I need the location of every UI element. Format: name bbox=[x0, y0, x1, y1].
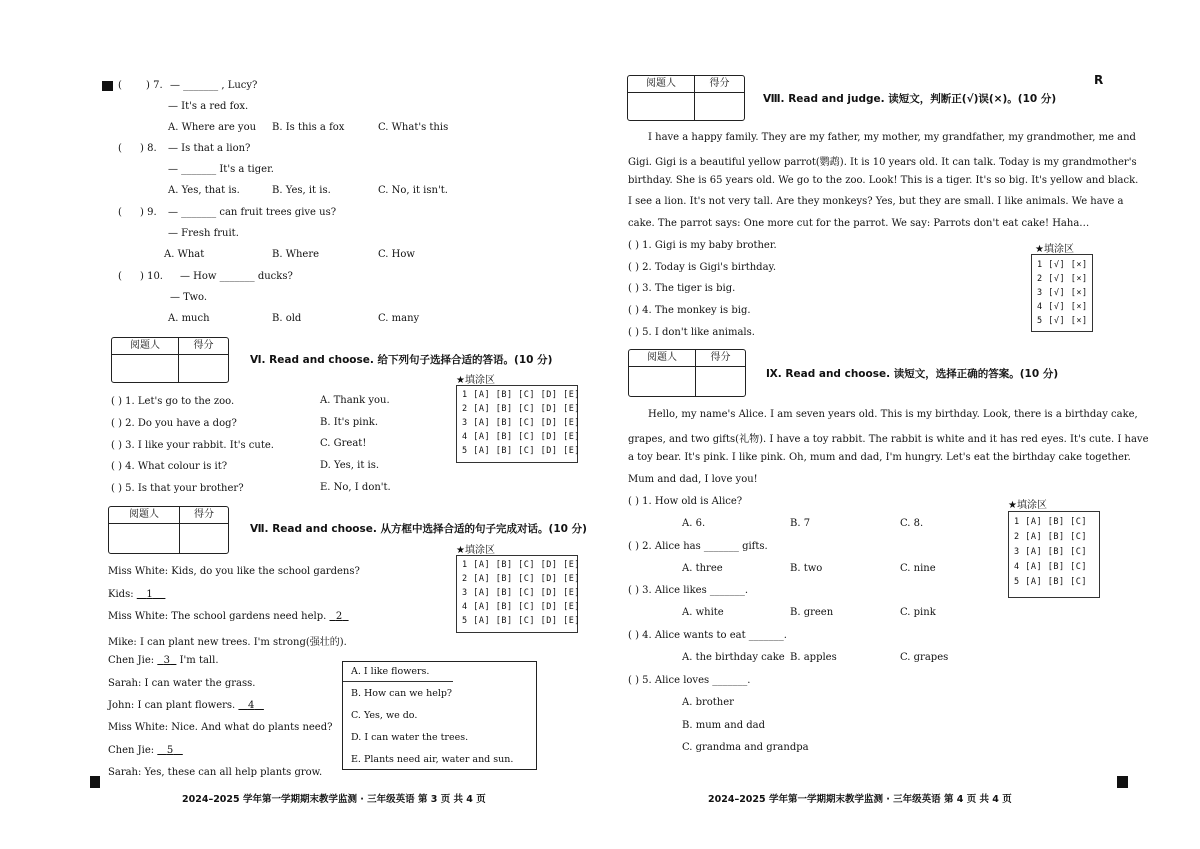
score-box-section-7 bbox=[108, 506, 229, 554]
question-response: — _______ It's a tiger. bbox=[168, 164, 274, 175]
answer-blank[interactable] bbox=[329, 611, 348, 622]
divider bbox=[695, 350, 696, 396]
blank-number: 2 bbox=[335, 611, 343, 622]
dialogue-text: Miss White: Nice. And what do plants need? bbox=[108, 722, 333, 733]
option-b: B. It's pink. bbox=[320, 417, 379, 428]
option-b: B. green bbox=[790, 607, 834, 618]
dialogue-line bbox=[108, 767, 322, 778]
option-c: C. 8. bbox=[900, 518, 924, 529]
option-a: A. Where are you bbox=[168, 122, 257, 133]
passage-line: I see a lion. It's not very tall. Are they monkeys? Yes, but they are small. I like animals. We have a bbox=[628, 196, 1124, 207]
section-9-title: Ⅸ. Read and choose. 读短文，选择正确的答案。(10 分) bbox=[766, 368, 1059, 380]
fill-zone-row[interactable]: 1 [A] [B] [C] [D] [E] bbox=[462, 560, 580, 570]
question-stem: — How _______ ducks? bbox=[180, 271, 293, 282]
box-option-c: C. Yes, we do. bbox=[351, 710, 418, 721]
fill-zone-row[interactable]: 5 [A] [B] [C] bbox=[1014, 577, 1088, 587]
section-7-option-box bbox=[342, 661, 537, 770]
divider bbox=[628, 92, 744, 93]
fill-zone-title: ★填涂区 bbox=[456, 545, 495, 556]
question-1: ( ) 1. Let's go to the zoo. bbox=[111, 396, 235, 407]
option-b: B. 7 bbox=[790, 518, 811, 529]
divider bbox=[629, 366, 745, 367]
option-a: A. 6. bbox=[682, 518, 706, 529]
fill-zone-row[interactable]: 3 [√] [×] bbox=[1037, 288, 1088, 298]
dialogue-text: Miss White: Kids, do you like the school gardens? bbox=[108, 566, 360, 577]
page-footer-right: 2024–2025 学年第一学期期末教学监测 · 三年级英语 第 4 页 共 4 页 bbox=[708, 794, 1012, 805]
fill-zone-row[interactable]: 5 [A] [B] [C] [D] [E] bbox=[462, 616, 580, 626]
page-footer-left: 2024–2025 学年第一学期期末教学监测 · 三年级英语 第 3 页 共 4 页 bbox=[182, 794, 486, 805]
question-response: — It's a red fox. bbox=[168, 101, 249, 112]
question-3: ( ) 3. Alice likes _______. bbox=[628, 585, 749, 596]
answer-paren: ( bbox=[118, 271, 122, 282]
fill-zone-row[interactable]: 4 [√] [×] bbox=[1037, 302, 1088, 312]
question-3: ( ) 3. The tiger is big. bbox=[628, 283, 736, 294]
answer-blank[interactable] bbox=[157, 745, 182, 756]
registration-mark-top-left bbox=[102, 81, 113, 91]
fill-zone-title: ★填涂区 bbox=[456, 375, 495, 386]
reviewer-label: 阅题人 bbox=[646, 78, 676, 89]
option-divider bbox=[343, 681, 453, 682]
option-b: B. Yes, it is. bbox=[272, 185, 331, 196]
answer-blank[interactable] bbox=[137, 589, 166, 600]
dialogue-line bbox=[108, 633, 347, 648]
answer-fill-zone-section-7 bbox=[456, 545, 580, 633]
answer-blank[interactable] bbox=[238, 700, 263, 711]
option-b: B. two bbox=[790, 563, 823, 574]
dialogue-line bbox=[108, 611, 349, 622]
dialogue-line bbox=[108, 745, 183, 756]
dialogue-text: Chen Jie: bbox=[108, 745, 155, 756]
box-option-b: B. How can we help? bbox=[351, 688, 453, 699]
blank-number: 3 bbox=[163, 655, 171, 666]
option-c: C. grandma and grandpa bbox=[682, 742, 809, 753]
fill-zone-row[interactable]: 5 [√] [×] bbox=[1037, 316, 1088, 326]
option-c: C. Great! bbox=[320, 438, 367, 449]
question-stem: — _______ can fruit trees give us? bbox=[168, 207, 337, 218]
dialogue-text: Chen Jie: bbox=[108, 655, 155, 666]
fill-zone-row[interactable]: 4 [A] [B] [C] bbox=[1014, 562, 1088, 572]
dialogue-text: I'm tall. bbox=[179, 655, 219, 666]
passage-line: Hello, my name's Alice. I am seven years old. This is my birthday. Look, there is a birthday cake, bbox=[648, 409, 1138, 420]
option-b: B. apples bbox=[790, 652, 837, 663]
box-option-d: D. I can water the trees. bbox=[351, 732, 469, 743]
blank-number: 4 bbox=[247, 700, 255, 711]
question-3: ( ) 3. I like your rabbit. It's cute. bbox=[111, 440, 274, 451]
question-number: ) 7. bbox=[146, 80, 163, 91]
dialogue-text: Sarah: I can water the grass. bbox=[108, 678, 256, 689]
answer-fill-zone-section-8 bbox=[1031, 244, 1093, 332]
fill-zone-row[interactable]: 3 [A] [B] [C] [D] [E] bbox=[462, 418, 580, 428]
passage-line: a toy bear. It's pink. I like pink. Oh, mum and dad, I'm hungry. Let's eat the birthday cake together. bbox=[628, 452, 1131, 463]
fill-zone-row[interactable]: 1 [√] [×] bbox=[1037, 260, 1088, 270]
option-b: B. mum and dad bbox=[682, 720, 766, 731]
question-4: ( ) 4. The monkey is big. bbox=[628, 305, 751, 316]
box-option-a: A. I like flowers. bbox=[351, 666, 430, 677]
score-label: 得分 bbox=[710, 352, 731, 363]
fill-zone-title: ★填涂区 bbox=[1035, 244, 1074, 255]
dialogue-line bbox=[108, 678, 255, 689]
question-number: ) 8. bbox=[140, 143, 157, 154]
dialogue-line bbox=[108, 589, 165, 600]
option-b: B. Is this a fox bbox=[272, 122, 345, 133]
fill-zone-row[interactable]: 4 [A] [B] [C] [D] [E] bbox=[462, 602, 580, 612]
dialogue-line bbox=[108, 700, 264, 711]
fill-zone-row[interactable]: 5 [A] [B] [C] [D] [E] bbox=[462, 446, 580, 456]
answer-blank[interactable] bbox=[157, 655, 176, 666]
registration-mark-bottom-right bbox=[1117, 776, 1128, 788]
passage-line: Mum and dad, I love you! bbox=[628, 474, 758, 485]
fill-zone-title: ★填涂区 bbox=[1008, 500, 1047, 511]
fill-zone-row[interactable]: 2 [A] [B] [C] [D] [E] bbox=[462, 574, 580, 584]
fill-zone-row[interactable]: 3 [A] [B] [C] bbox=[1014, 547, 1088, 557]
option-a: A. Yes, that is. bbox=[168, 185, 240, 196]
option-e: E. No, I don't. bbox=[320, 482, 391, 493]
question-2: ( ) 2. Do you have a dog? bbox=[111, 418, 237, 429]
option-a: A. three bbox=[682, 563, 723, 574]
dialogue-line bbox=[108, 722, 332, 733]
score-box-section-8 bbox=[627, 75, 745, 121]
section-6-title: Ⅵ. Read and choose. 给下列句子选择合适的答语。(10 分) bbox=[250, 354, 553, 366]
answer-fill-zone-section-6 bbox=[456, 375, 580, 463]
divider bbox=[178, 338, 179, 382]
answer-paren: ( bbox=[118, 207, 122, 218]
dialogue-line bbox=[108, 655, 219, 666]
reviewer-label: 阅题人 bbox=[130, 340, 160, 351]
divider bbox=[112, 354, 228, 355]
option-c: C. many bbox=[378, 313, 420, 324]
passage-line: I have a happy family. They are my father, my mother, my grandfather, my grandmother, me and bbox=[648, 132, 1136, 143]
fill-zone-row[interactable]: 2 [A] [B] [C] [D] [E] bbox=[462, 404, 580, 414]
registration-mark-bottom-left bbox=[90, 776, 100, 788]
fill-zone-row[interactable]: 1 [A] [B] [C] [D] [E] bbox=[462, 390, 580, 400]
section-7-title: Ⅶ. Read and choose. 从方框中选择合适的句子完成对话。(10 分) bbox=[250, 523, 587, 535]
question-4: ( ) 4. What colour is it? bbox=[111, 461, 228, 472]
question-1: ( ) 1. How old is Alice? bbox=[628, 496, 743, 507]
box-option-e: E. Plants need air, water and sun. bbox=[351, 754, 514, 765]
answer-paren: ( bbox=[118, 80, 122, 91]
fill-zone-row[interactable]: 1 [A] [B] [C] bbox=[1014, 517, 1088, 527]
fill-zone-row[interactable]: 3 [A] [B] [C] [D] [E] bbox=[462, 588, 580, 598]
question-1: ( ) 1. Gigi is my baby brother. bbox=[628, 240, 777, 251]
answer-fill-zone-section-9 bbox=[1008, 500, 1100, 598]
option-a: A. much bbox=[168, 313, 210, 324]
question-number: ) 9. bbox=[140, 207, 157, 218]
corner-mark: R bbox=[1094, 73, 1104, 87]
question-5: ( ) 5. I don't like animals. bbox=[628, 327, 755, 338]
fill-zone-row[interactable]: 2 [A] [B] [C] bbox=[1014, 532, 1088, 542]
option-d: D. Yes, it is. bbox=[320, 460, 380, 471]
score-label: 得分 bbox=[193, 340, 214, 351]
section-8-title: Ⅷ. Read and judge. 读短文，判断正(√)误(×)。(10 分) bbox=[763, 93, 1057, 105]
option-a: A. brother bbox=[682, 697, 734, 708]
option-c: C. No, it isn't. bbox=[378, 185, 448, 196]
reviewer-label: 阅题人 bbox=[129, 509, 159, 520]
dialogue-text: Sarah: Yes, these can all help plants grow. bbox=[108, 767, 323, 778]
passage-line: Gigi. Gigi is a beautiful yellow parrot(鹦鹉). It is 10 years old. It can talk. Today is my grandmother's bbox=[628, 157, 1137, 168]
question-2: ( ) 2. Alice has _______ gifts. bbox=[628, 541, 768, 552]
question-response: — Two. bbox=[170, 292, 208, 303]
dialogue-line bbox=[108, 566, 360, 577]
option-a: A. What bbox=[164, 249, 205, 260]
divider bbox=[109, 523, 228, 524]
question-5: ( ) 5. Is that your brother? bbox=[111, 483, 244, 494]
question-2: ( ) 2. Today is Gigi's birthday. bbox=[628, 262, 777, 273]
blank-number: 5 bbox=[166, 745, 174, 756]
question-5: ( ) 5. Alice loves _______. bbox=[628, 675, 751, 686]
blank-number: 1 bbox=[146, 589, 153, 600]
reviewer-label: 阅题人 bbox=[647, 352, 677, 363]
option-c: C. pink bbox=[900, 607, 936, 618]
dialogue-text: John: I can plant flowers. bbox=[108, 700, 236, 711]
divider bbox=[694, 76, 695, 120]
fill-zone-row[interactable]: 4 [A] [B] [C] [D] [E] bbox=[462, 432, 580, 442]
option-a: A. Thank you. bbox=[320, 395, 390, 406]
option-b: B. Where bbox=[272, 249, 320, 260]
option-c: C. How bbox=[378, 249, 415, 260]
score-label: 得分 bbox=[194, 509, 214, 520]
question-response: — Fresh fruit. bbox=[168, 228, 239, 239]
score-box-section-9 bbox=[628, 349, 746, 397]
question-number: ) 10. bbox=[140, 271, 163, 282]
divider bbox=[179, 507, 180, 553]
option-c: C. nine bbox=[900, 563, 936, 574]
answer-paren: ( bbox=[118, 143, 122, 154]
dialogue-text: Kids: bbox=[108, 589, 134, 600]
option-b: B. old bbox=[272, 313, 302, 324]
score-label: 得分 bbox=[709, 78, 730, 89]
dialogue-text: Miss White: The school gardens need help. bbox=[108, 611, 327, 622]
dialogue-text: Mike: I can plant new trees. I'm strong(强壮的). bbox=[108, 637, 347, 648]
question-4: ( ) 4. Alice wants to eat _______. bbox=[628, 630, 787, 641]
passage-line: grapes, and two gifts(礼物). I have a toy rabbit. The rabbit is white and it has red eyes. It's cute. I have bbox=[628, 434, 1149, 445]
passage-line: birthday. She is 65 years old. We go to the zoo. Look! This is a tiger. It's so big. It's yellow and black. bbox=[628, 175, 1139, 186]
fill-zone-row[interactable]: 2 [√] [×] bbox=[1037, 274, 1088, 284]
option-c: C. What's this bbox=[378, 122, 449, 133]
score-box-section-6 bbox=[111, 337, 229, 383]
passage-line: cake. The parrot says: One more cut for the parrot. We say: Parrots don't eat cake! Haha… bbox=[628, 218, 1090, 229]
question-stem: — _______ , Lucy? bbox=[170, 80, 258, 91]
option-c: C. grapes bbox=[900, 652, 949, 663]
question-stem: — Is that a lion? bbox=[168, 143, 251, 154]
option-a: A. the birthday cake bbox=[682, 652, 785, 663]
option-a: A. white bbox=[682, 607, 724, 618]
